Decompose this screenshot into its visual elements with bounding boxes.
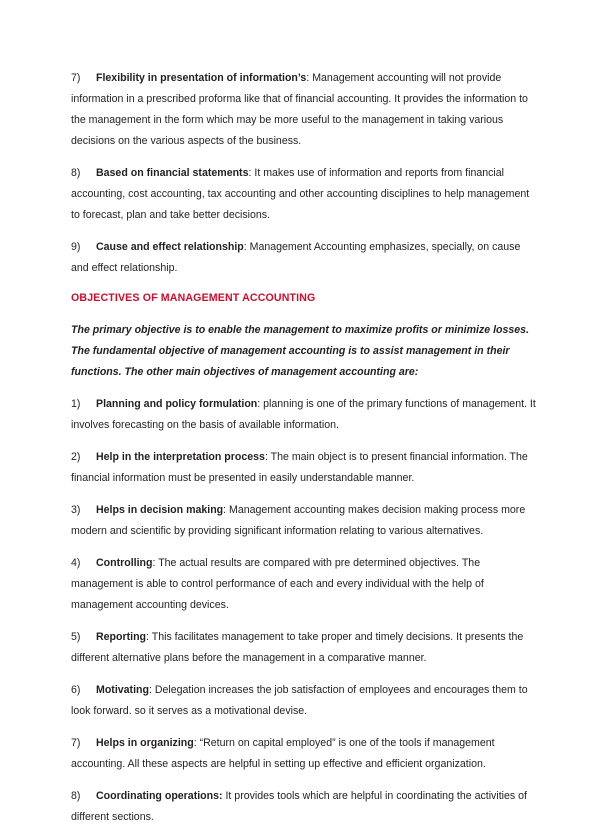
list-item-body: : This facilitates management to take proper and timely decisions. It presents the different alternative plans before the management in a comparative manner.	[71, 631, 524, 664]
list-item-lead: Cause and effect relationship	[96, 241, 244, 253]
numbered-paragraph	[71, 627, 540, 669]
list-item-lead: Based on financial statements	[96, 167, 249, 179]
numbered-paragraph	[71, 237, 540, 279]
list-marker: 5)	[71, 631, 81, 643]
list-item-body: : It makes use of information and reports from financial accounting, cost accounting, tax accounting and other accounting disciplines to help management to forecast, plan and take better decisions.	[71, 167, 530, 221]
list-item-lead: Motivating	[96, 684, 149, 696]
list-item-body: : planning is one of the primary functions of management. It involves forecasting on the basis of available information.	[71, 398, 536, 431]
numbered-paragraph	[71, 394, 540, 436]
numbered-paragraph	[71, 163, 540, 226]
numbered-paragraph	[71, 786, 540, 828]
list-item-body: : Management Accounting emphasizes, specially, on cause and effect relationship.	[71, 241, 521, 274]
list-item-body: : Management accounting will not provide information in a prescribed proforma like that of financial accounting. It provides the information to the management in the form which may be more useful to the management in taking various decisions on the various aspects of the business.	[71, 72, 528, 147]
list-item-lead: Planning and policy formulation	[96, 398, 258, 410]
list-marker: 3)	[71, 504, 81, 516]
list-item-lead: Helps in decision making	[96, 504, 224, 516]
characteristics-list	[71, 68, 540, 279]
list-item-lead: Controlling	[96, 557, 153, 569]
list-item-lead: Flexibility in presentation of information’s	[96, 72, 307, 84]
list-item-body: : The main object is to present financial information. The financial information must be presented in easily understandable manner.	[71, 451, 528, 484]
numbered-paragraph	[71, 68, 540, 152]
list-item-body: It provides tools which are helpful in coordinating the activities of different sections.	[71, 790, 527, 823]
list-item-body: : Management accounting makes decision making process more modern and scientific by providing significant information relating to various alternatives.	[71, 504, 526, 537]
section-heading-objectives: OBJECTIVES OF MANAGEMENT ACCOUNTING	[71, 292, 316, 304]
list-item-lead: Help in the interpretation process	[96, 451, 265, 463]
list-item-lead: Coordinating operations:	[96, 790, 223, 802]
list-item-lead: Helps in organizing	[96, 737, 194, 749]
list-marker: 1)	[71, 398, 81, 410]
numbered-paragraph	[71, 553, 540, 616]
list-marker: 8)	[71, 167, 81, 179]
list-marker: 2)	[71, 451, 81, 463]
list-item-body: : The actual results are compared with pre determined objectives. The management is able to control performance of each and every individual with the help of management accounting devices.	[71, 557, 484, 611]
numbered-paragraph	[71, 447, 540, 489]
list-marker: 8)	[71, 790, 81, 802]
document-body	[71, 68, 540, 828]
numbered-paragraph	[71, 733, 540, 775]
list-marker: 7)	[71, 72, 81, 84]
numbered-paragraph	[71, 500, 540, 542]
objectives-list	[71, 394, 540, 828]
list-marker: 4)	[71, 557, 81, 569]
list-item-body: : Delegation increases the job satisfaction of employees and encourages them to look forward. so it serves as a motivational devise.	[71, 684, 528, 717]
list-marker: 6)	[71, 684, 81, 696]
list-marker: 7)	[71, 737, 81, 749]
objectives-intro-paragraph: The primary objective is to enable the management to maximize profits or minimize losses. The fundamental objective of management accounting is to assist management in their functions. The other main objectives of management accounting are:	[71, 324, 530, 378]
numbered-paragraph	[71, 680, 540, 722]
list-item-body: : “Return on capital employed” is one of the tools if management accounting. All these aspects are helpful in setting up effective and efficient organization.	[71, 737, 495, 770]
list-marker: 9)	[71, 241, 81, 253]
list-item-lead: Reporting	[96, 631, 147, 643]
